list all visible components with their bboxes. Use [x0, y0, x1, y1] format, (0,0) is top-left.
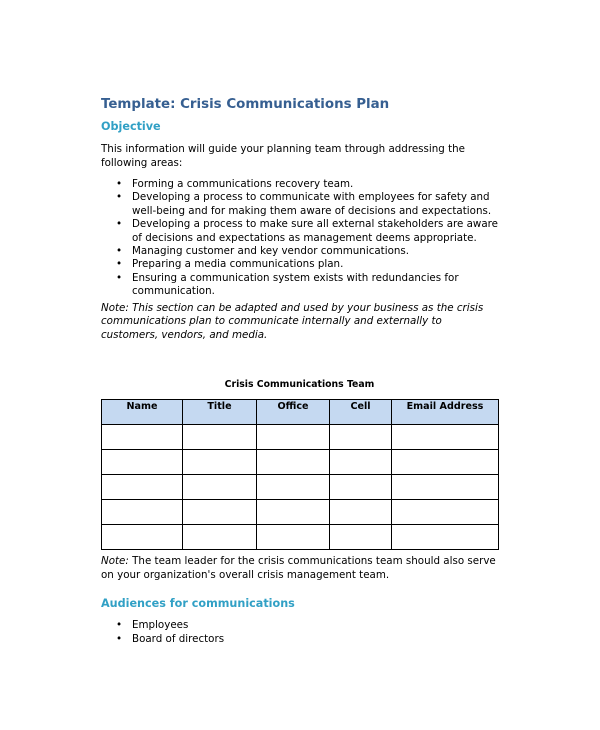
table-cell-name — [102, 450, 183, 475]
table-cell-email — [392, 500, 499, 525]
table-cell-office — [257, 425, 330, 450]
table-cell-cell — [330, 450, 392, 475]
objective-note-label: Note: — [101, 301, 129, 314]
bullet-text: Ensuring a communication system exists with redundancies for — [132, 271, 459, 284]
table-row — [102, 525, 499, 550]
audience-bullet-item — [101, 633, 501, 646]
table-row — [102, 425, 499, 450]
table-row — [102, 500, 499, 525]
bullet-text: Developing a process to communicate with employees for safety and — [132, 191, 490, 204]
objective-bullet-item — [101, 258, 501, 271]
bullet-text: communication. — [132, 285, 215, 298]
bullet-glyph: • — [116, 191, 123, 204]
objective-bullet-item — [101, 218, 501, 245]
team-note-line2: on your organization's overall crisis management team. — [101, 568, 390, 581]
table-cell-title — [183, 450, 257, 475]
bullet-text: Employees — [132, 619, 189, 632]
team-note — [101, 555, 501, 582]
table-cell-title — [183, 475, 257, 500]
table-cell-title — [183, 425, 257, 450]
bullet-glyph: • — [116, 178, 123, 190]
bullet-text: Forming a communications recovery team. — [132, 178, 354, 190]
table-row — [102, 475, 499, 500]
table-cell-office — [257, 500, 330, 525]
table-cell-email — [392, 525, 499, 550]
document-title: Template: Crisis Communications Plan — [101, 97, 390, 112]
team-note-line1: The team leader for the crisis communications team should also serve — [128, 555, 496, 568]
column-header-email: Email Address — [392, 400, 499, 425]
table-cell-title — [183, 500, 257, 525]
column-header-title: Title — [183, 400, 257, 425]
column-header-cell: Cell — [330, 400, 392, 425]
audiences-heading: Audiences for communications — [101, 597, 295, 611]
table-cell-title — [183, 525, 257, 550]
document-content — [101, 96, 501, 646]
objective-intro — [101, 143, 501, 170]
audiences-bullet-list — [101, 619, 501, 646]
objective-note — [101, 302, 501, 343]
objective-bullet-list — [101, 178, 501, 299]
table-cell-cell — [330, 525, 392, 550]
objective-bullet-item — [101, 272, 501, 299]
bullet-text: well-being and for making them aware of decisions and expectations. — [132, 204, 492, 217]
objective-note-line1: This section can be adapted and used by your business as the crisis — [128, 301, 484, 314]
column-header-name: Name — [102, 400, 183, 425]
bullet-glyph: • — [116, 619, 123, 632]
objective-note-line3: customers, vendors, and media. — [101, 328, 268, 341]
team-note-label: Note: — [101, 555, 129, 568]
table-cell-name — [102, 500, 183, 525]
column-header-office: Office — [257, 400, 330, 425]
table-cell-cell — [330, 425, 392, 450]
table-cell-cell — [330, 475, 392, 500]
bullet-text: Developing a process to make sure all external stakeholders are aware — [132, 218, 498, 231]
objective-intro-line2: following areas: — [101, 156, 183, 169]
bullet-text: Managing customer and key vendor communications. — [132, 245, 410, 258]
audience-bullet-item — [101, 619, 501, 632]
objective-heading: Objective — [101, 120, 161, 133]
bullet-glyph: • — [116, 218, 123, 231]
bullet-glyph: • — [116, 245, 123, 258]
table-cell-cell — [330, 500, 392, 525]
objective-bullet-item — [101, 245, 501, 258]
table-cell-office — [257, 475, 330, 500]
objective-intro-line1: This information will guide your planning team through addressing the — [101, 143, 466, 155]
table-cell-office — [257, 450, 330, 475]
table-cell-office — [257, 525, 330, 550]
table-cell-email — [392, 475, 499, 500]
table-cell-name — [102, 425, 183, 450]
bullet-text: Board of directors — [132, 632, 225, 645]
table-cell-name — [102, 525, 183, 550]
bullet-text: of decisions and expectations as management deems appropriate. — [132, 231, 477, 244]
bullet-glyph: • — [116, 632, 123, 645]
bullet-glyph: • — [116, 271, 123, 284]
team-table-title: Crisis Communications Team — [224, 379, 375, 391]
table-row — [102, 450, 499, 475]
table-cell-email — [392, 425, 499, 450]
team-table-body — [102, 425, 499, 550]
objective-bullet-item — [101, 191, 501, 218]
table-cell-name — [102, 475, 183, 500]
bullet-glyph: • — [116, 258, 123, 271]
table-cell-email — [392, 450, 499, 475]
team-table-header-row — [102, 400, 499, 425]
objective-bullet-item — [101, 178, 501, 191]
objective-note-line2: communications plan to communicate internally and externally to — [101, 315, 442, 328]
bullet-text: Preparing a media communications plan. — [132, 258, 344, 271]
team-table — [101, 399, 499, 550]
